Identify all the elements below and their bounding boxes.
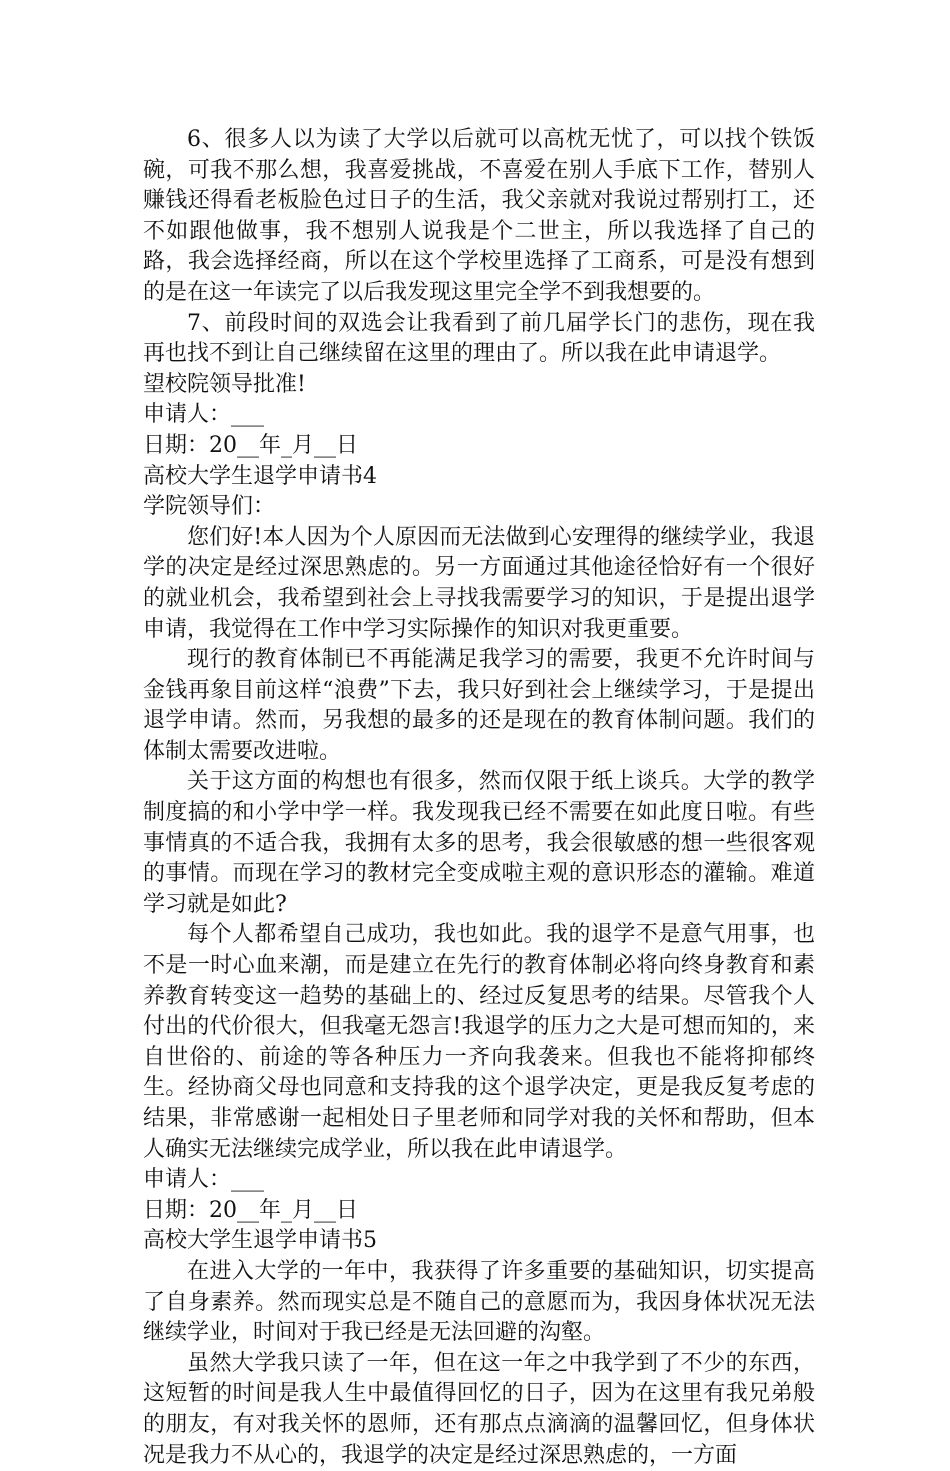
applicant-line: 申请人：___: [143, 1167, 265, 1193]
applicant-line: 申请人：___: [143, 402, 265, 428]
date-line: 日期：20__年_月__日: [143, 1197, 358, 1223]
body-paragraph: 每个人都希望自己成功，我也如此。我的退学不是意气用事，也不是一时心血来潮，而是建立在先行的教育体制必将向终身教育和素养教育转变这一趋势的基础上的、经过反复思考的结果。尽管我个人付出的代价很大，但我毫无怨言!我退学的压力之大是可想而知的，来自世俗的、前途的等各种压力一齐向我袭来。但我也不能将抑郁终生。经协商父母也同意和支持我的这个退学决定，更是我反复考虑的结果，非常感谢一起相处日子里老师和同学对我的关怀和帮助，但本人确实无法继续完成学业，所以我在此申请退学。: [143, 922, 815, 1162]
body-paragraph: 关于这方面的构想也有很多，然而仅限于纸上谈兵。大学的教学制度搞的和小学中学一样。我发现我已经不需要在如此度日啦。有些事情真的不适合我，我拥有太多的思考，我会很敏感的想一些很客观的事情。而现在学习的教材完全变成啦主观的意识形态的灌输。难道学习就是如此?: [143, 769, 815, 917]
body-paragraph: 您们好!本人因为个人原因而无法做到心安理得的继续学业，我退学的决定是经过深思熟虑的。另一方面通过其他途径恰好有一个很好的就业机会，我希望到社会上寻找我需要学习的知识，于是提出退学申请，我觉得在工作中学习实际操作的知识对我更重要。: [143, 524, 815, 642]
salutation-line: 学院领导们：: [143, 494, 276, 520]
paragraph-7: 7、前段时间的双选会让我看到了前几届学长门的悲伤，现在我再也找不到让自己继续留在这里的理由了。所以我在此申请退学。: [143, 310, 815, 367]
paragraph-6: 6、很多人以为读了大学以后就可以高枕无忧了，可以找个铁饭碗，可我不那么想，我喜爱挑战，不喜爱在别人手底下工作，替别人赚钱还得看老板脸色过日子的生活，我父亲就对我说过帮别打工，还不如跟他做事，我不想别人说我是个二世主，所以我选择了自己的路，我会选择经商，所以在这个学校里选择了工商系，可是没有想到的是在这一年读完了以后我发现这里完全学不到我想要的。: [143, 127, 815, 305]
date-line: 日期：20__年_月__日: [143, 432, 358, 458]
body-paragraph: 现行的教育体制已不再能满足我学习的需要，我更不允许时间与金钱再象目前这样“浪费”下去，我只好到社会上继续学习，于是提出退学申请。然而，另我想的最多的还是现在的教育体制问题。我们的体制太需要改进啦。: [143, 647, 815, 764]
body-paragraph: 虽然大学我只读了一年，但在这一年之中我学到了不少的东西，这短暂的时间是我人生中最值得回忆的日子，因为在这里有我兄弟般的朋友，有对我关怀的恩师，还有那点点滴滴的温馨回忆，但身体状况是我力不从心的，我退学的决定是经过深思熟虑的，一方面: [143, 1350, 815, 1468]
section-title-5: 高校大学生退学申请书5: [143, 1228, 377, 1254]
document-page: [143, 125, 815, 1471]
body-paragraph: 在进入大学的一年中，我获得了许多重要的基础知识，切实提高了自身素养。然而现实总是不随自己的意愿而为，我因身体状况无法继续学业，时间对于我已经是无法回避的沟壑。: [143, 1258, 815, 1346]
approval-request-line: 望校院领导批准!: [143, 371, 306, 397]
section-title-4: 高校大学生退学申请书4: [143, 463, 377, 489]
